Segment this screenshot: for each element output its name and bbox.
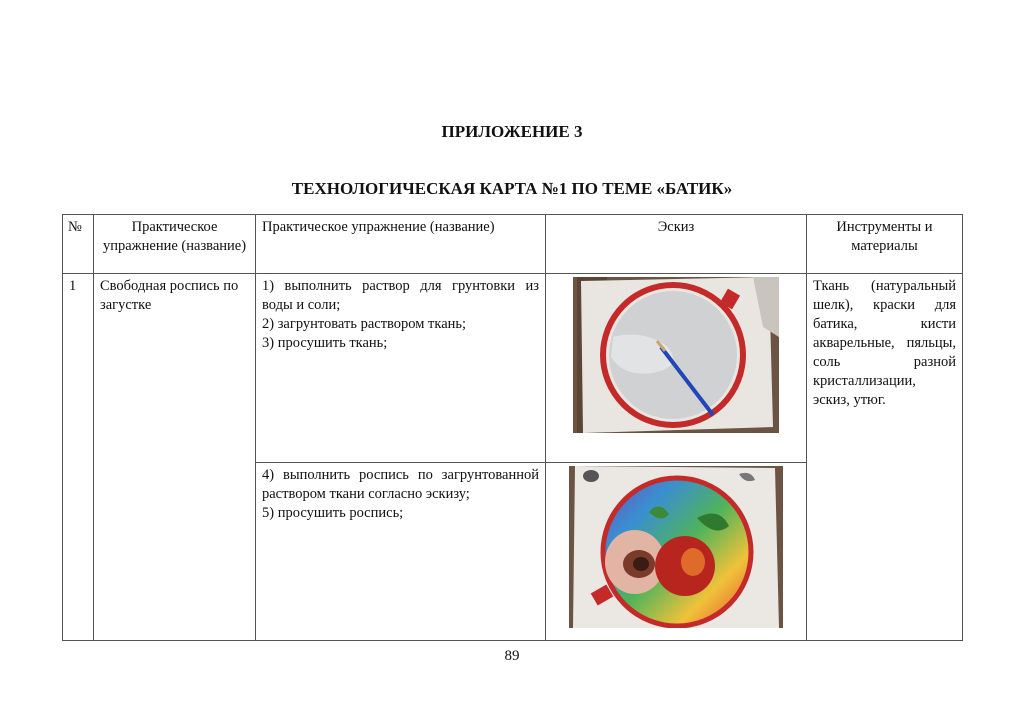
step-item: 4) выполнить роспись по загрунтованной раствором ткани согласно эскизу; — [262, 467, 539, 502]
row-number: 1 — [63, 274, 94, 641]
column-header-exercise-steps: Практическое упражнение (название) — [256, 215, 546, 274]
steps-cell-painting — [256, 463, 546, 641]
page-number: 89 — [504, 648, 520, 664]
steps-cell-preparation — [256, 274, 546, 463]
column-header-exercise-name: Практическое упражнение (название) — [94, 215, 256, 274]
appendix-heading: ПРИЛОЖЕНИЕ 3 — [441, 122, 583, 141]
materials-cell: Ткань (натуральный шелк), краски для батика, кисти акварельные, пяльцы, соль разной кристаллизации, эскиз, утюг. — [807, 274, 963, 641]
sketch-cell-primed-fabric — [546, 274, 807, 463]
column-header-materials: Инструменты и материалы — [807, 215, 963, 274]
step-item: 2) загрунтовать раствором ткань; — [262, 316, 467, 332]
primed-fabric-photo — [573, 277, 779, 433]
painted-batik-photo — [569, 466, 783, 628]
technology-map-table — [62, 214, 963, 641]
table-header-row — [63, 215, 963, 274]
step-item: 3) просушить ткань; — [262, 335, 388, 351]
column-header-number: № — [63, 215, 94, 274]
step-item: 5) просушить роспись; — [262, 505, 404, 521]
sketch-cell-painted-fabric — [546, 463, 807, 641]
step-item: 1) выполнить раствор для грунтовки из воды и соли; — [262, 278, 539, 313]
document-title: ТЕХНОЛОГИЧЕСКАЯ КАРТА №1 ПО ТЕМЕ «БАТИК» — [291, 179, 733, 198]
exercise-name: Свободная роспись по загустке — [94, 274, 256, 641]
table-row — [63, 274, 963, 463]
column-header-sketch: Эскиз — [546, 215, 807, 274]
